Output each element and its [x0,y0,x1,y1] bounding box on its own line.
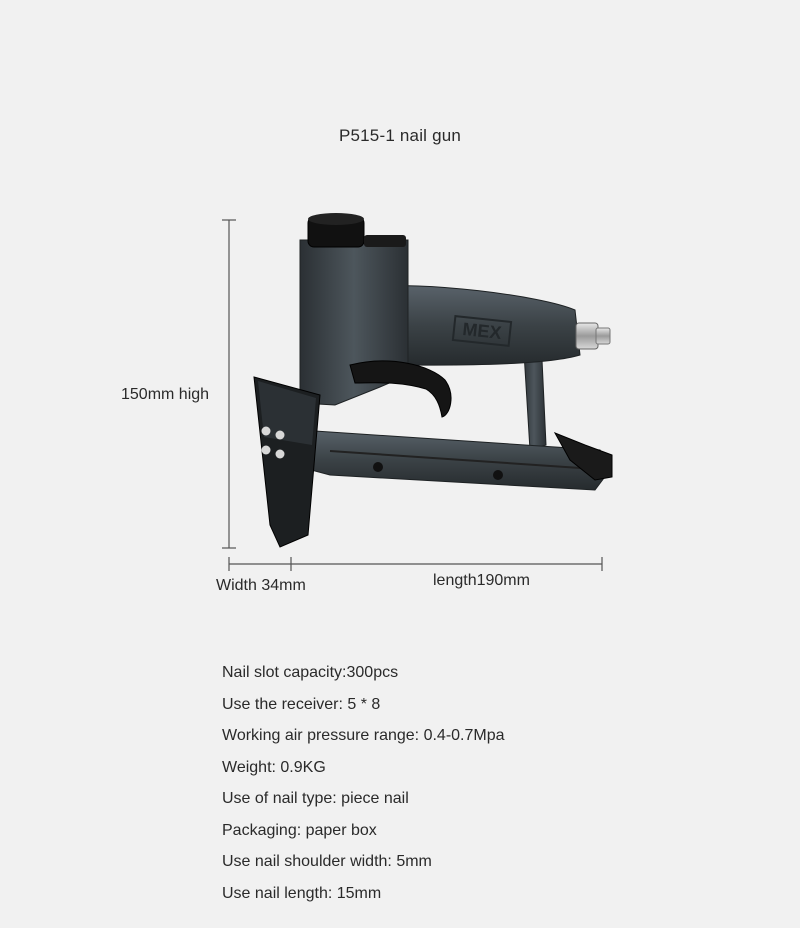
spec-item: Weight: 0.9KG [222,758,326,776]
page-title: P515-1 nail gun [338,126,462,145]
spec-item: Use nail shoulder width: 5mm [222,853,432,870]
spec-item: Working air pressure range: 0.4-0.7Mpa [222,727,505,744]
width-label: Width 34mm [216,577,306,594]
spec-list [222,657,505,909]
brand-mark: MEX [461,319,503,343]
spec-item: Use of nail type: piece nail [222,790,409,807]
spec-item: Packaging: paper box [222,821,377,839]
spec-item: Use the receiver: 5 * 8 [222,695,381,713]
spec-item: Nail slot capacity:300pcs [222,664,399,681]
nail-gun-image [240,205,620,550]
spec-item: Use nail length: 15mm [222,884,382,902]
length-label: length190mm [433,572,530,589]
height-label: 150mm high [121,386,210,403]
